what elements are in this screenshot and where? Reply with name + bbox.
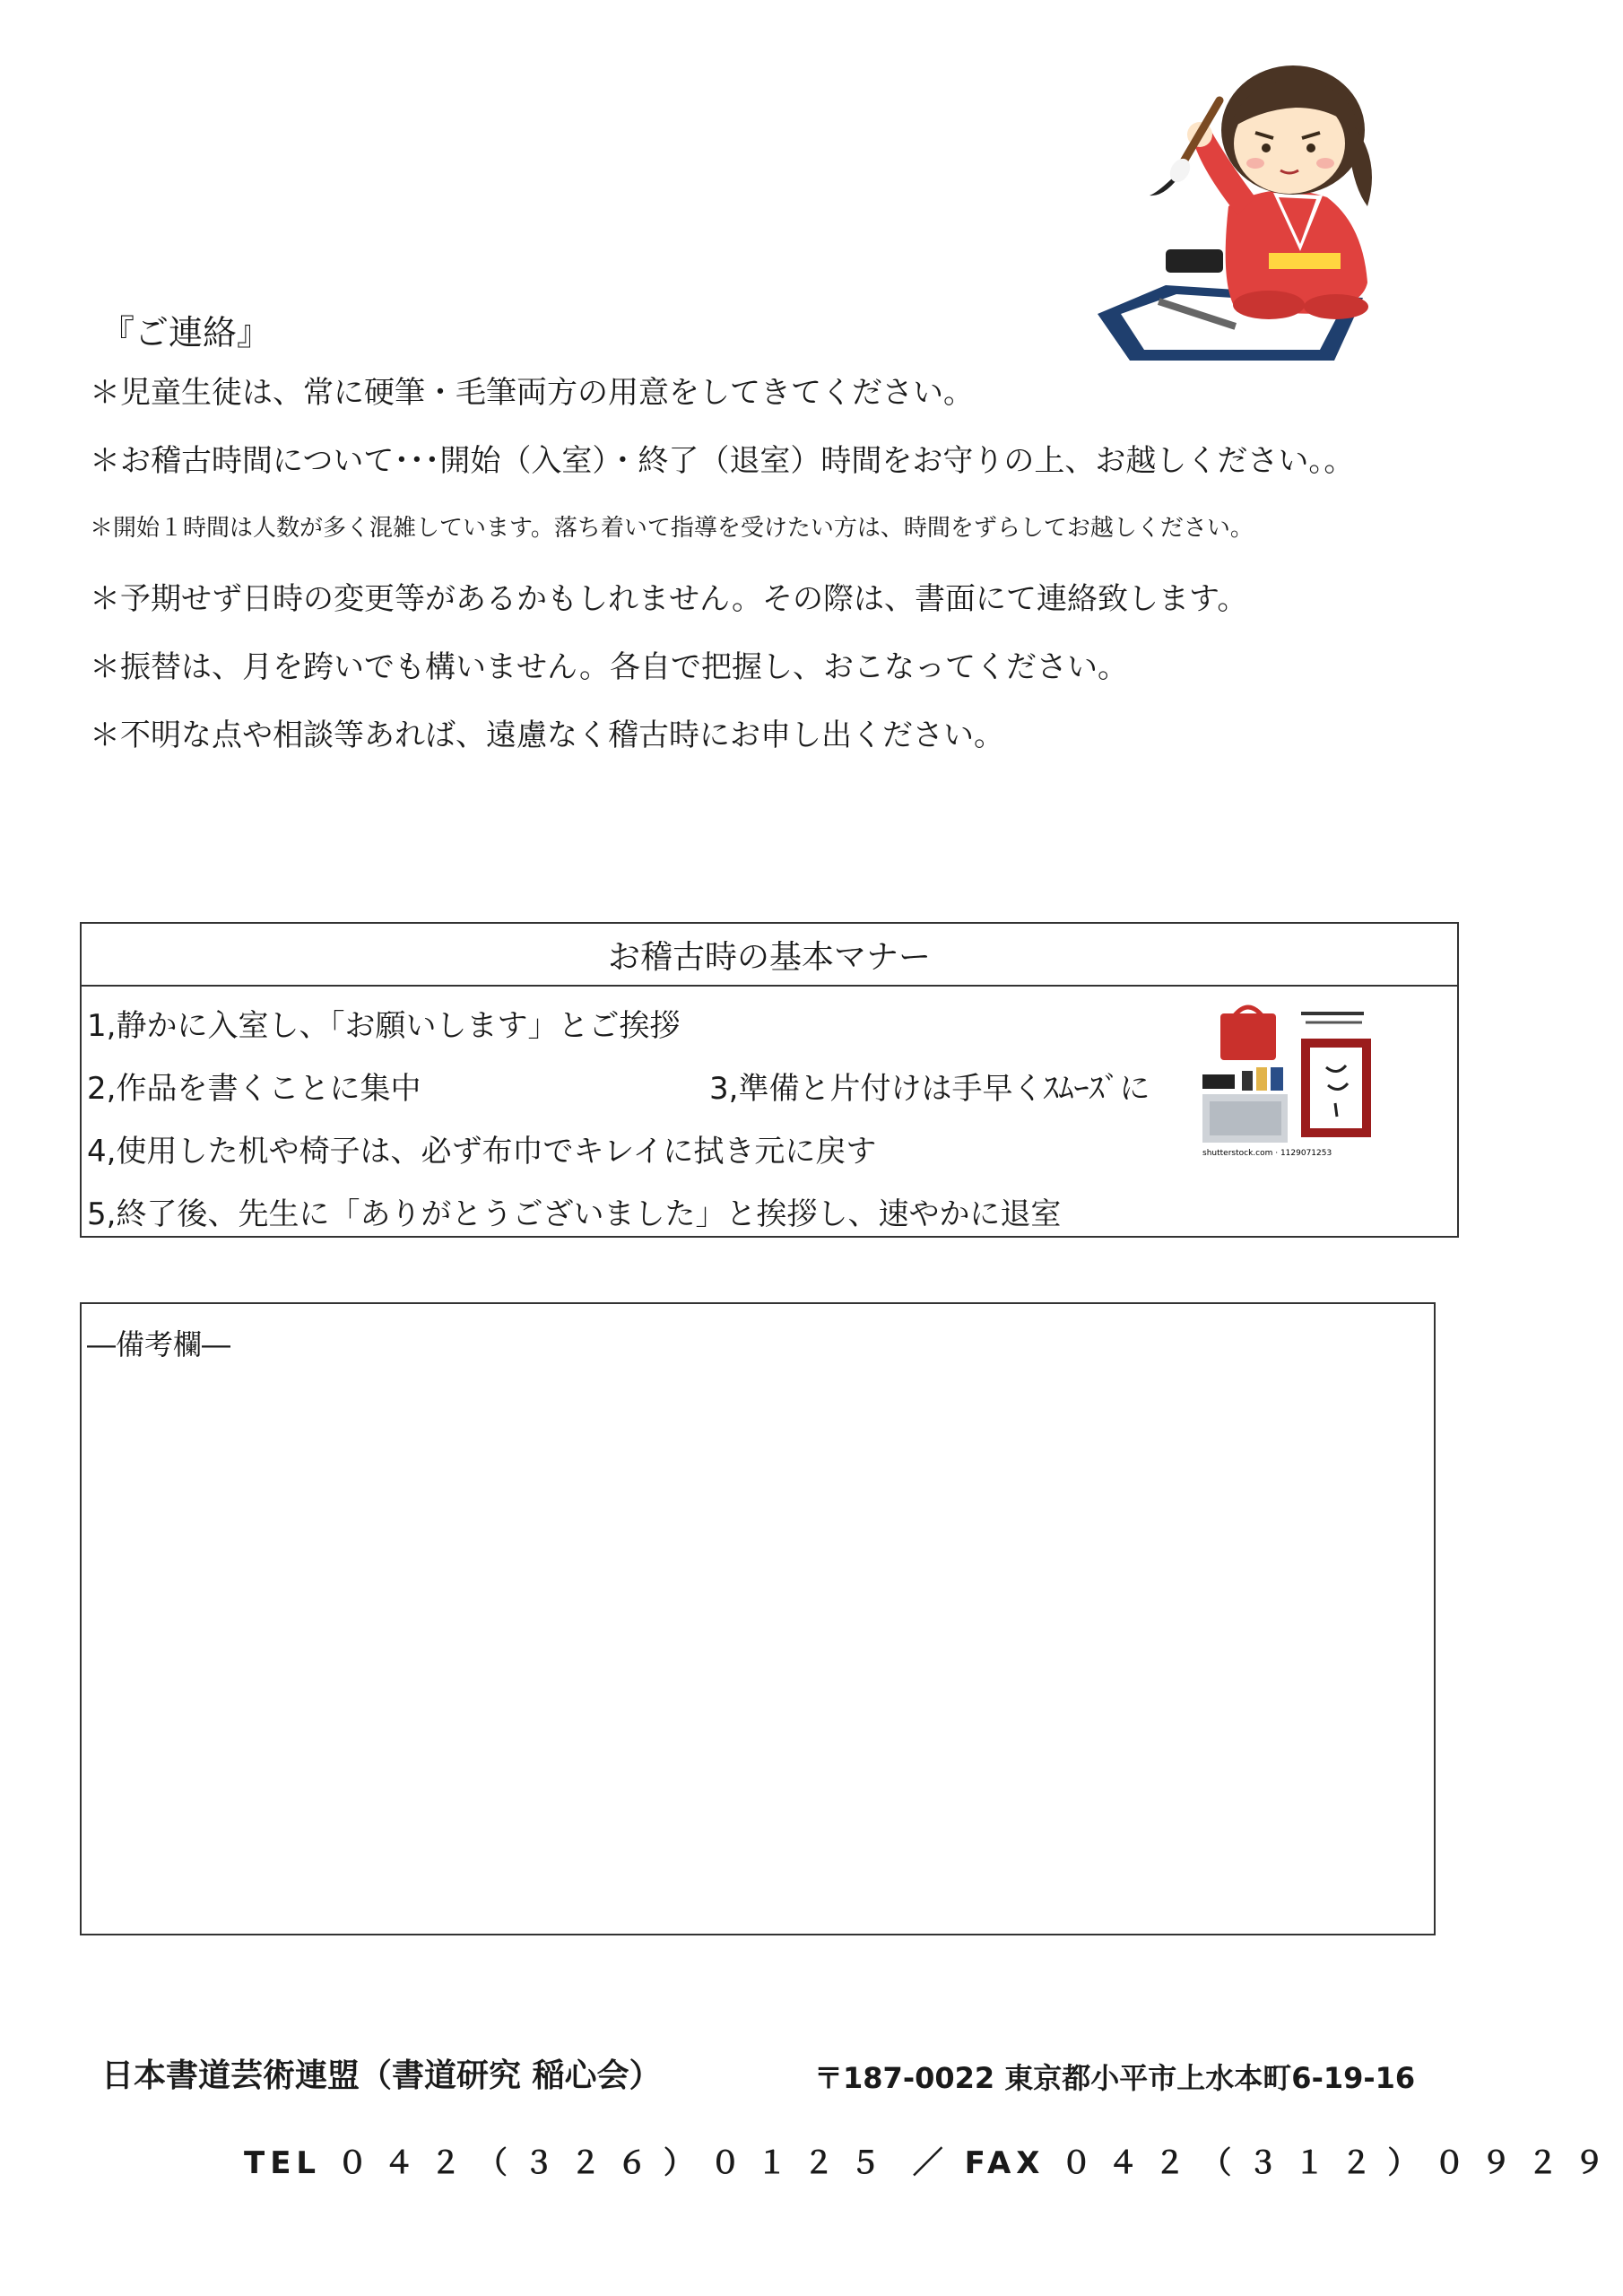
- notice-title: 『ご連絡』: [100, 313, 272, 352]
- manner-item: 4,使用した机や椅子は、必ず布巾でキレイに拭き元に戻す: [87, 1134, 877, 1170]
- manner-item: 2,作品を書くことに集中: [87, 1071, 421, 1107]
- notice-line: ＊不明な点や相談等あれば、遠慮なく稽古時にお申し出ください。: [90, 718, 1004, 753]
- contact-line: [244, 2138, 1620, 2182]
- manner-item: 1,静かに入室し、「お願いします」とご挨拶: [87, 1008, 681, 1044]
- manner-item: 3,準備と片付けは手早くｽﾑｰｽﾞに: [709, 1071, 1150, 1107]
- fax-number: ０４２（３１２）０９２９: [1061, 2145, 1621, 2181]
- tel-label: TEL: [244, 2145, 322, 2181]
- manners-title: お稽古時の基本マナー: [82, 924, 1457, 987]
- calligraphy-girl-illustration: [1094, 45, 1435, 368]
- notice-line: ＊開始１時間は人数が多く混雑しています。落ち着いて指導を受けたい方は、時間をずらしてお越しください。: [90, 515, 1254, 542]
- organization-name: 日本書道芸術連盟（書道研究 稲心会）: [101, 2057, 662, 2094]
- calligraphy-tools-illustration: [1202, 996, 1427, 1175]
- address-block: [814, 2056, 1415, 2097]
- address: 東京都小平市上水本町6-19-16: [1004, 2061, 1416, 2095]
- fax-label: FAX: [964, 2145, 1046, 2181]
- manner-item: 5,終了後、先生に「ありがとうございました」と挨拶し、速やかに退室: [87, 1196, 1062, 1232]
- remarks-label: ―備考欄―: [87, 1327, 231, 1361]
- notice-line: ＊児童生徒は、常に硬筆・毛筆両方の用意をしてきてください。: [90, 375, 974, 411]
- notice-line: ＊お稽古時間について･･･開始（入室）・終了（退室）時間をお守りの上、お越しください。。: [90, 443, 1355, 479]
- postal-code: 187-0022: [843, 2061, 995, 2095]
- remarks-box[interactable]: [80, 1302, 1436, 1935]
- manners-box: [80, 922, 1459, 1238]
- image-caption: shutterstock.com · 1129071253: [1202, 1149, 1332, 1158]
- notice-line: ＊予期せず日時の変更等があるかもしれません。その際は、書面にて連絡致します。: [90, 581, 1248, 617]
- notice-line: ＊振替は、月を跨いでも構いません。各自で把握し、おこなってください。: [90, 649, 1129, 685]
- separator: ／: [912, 2145, 949, 2181]
- tel-number: ０４２（３２６）０１２５: [336, 2145, 897, 2181]
- postal-icon: 〒: [814, 2061, 844, 2095]
